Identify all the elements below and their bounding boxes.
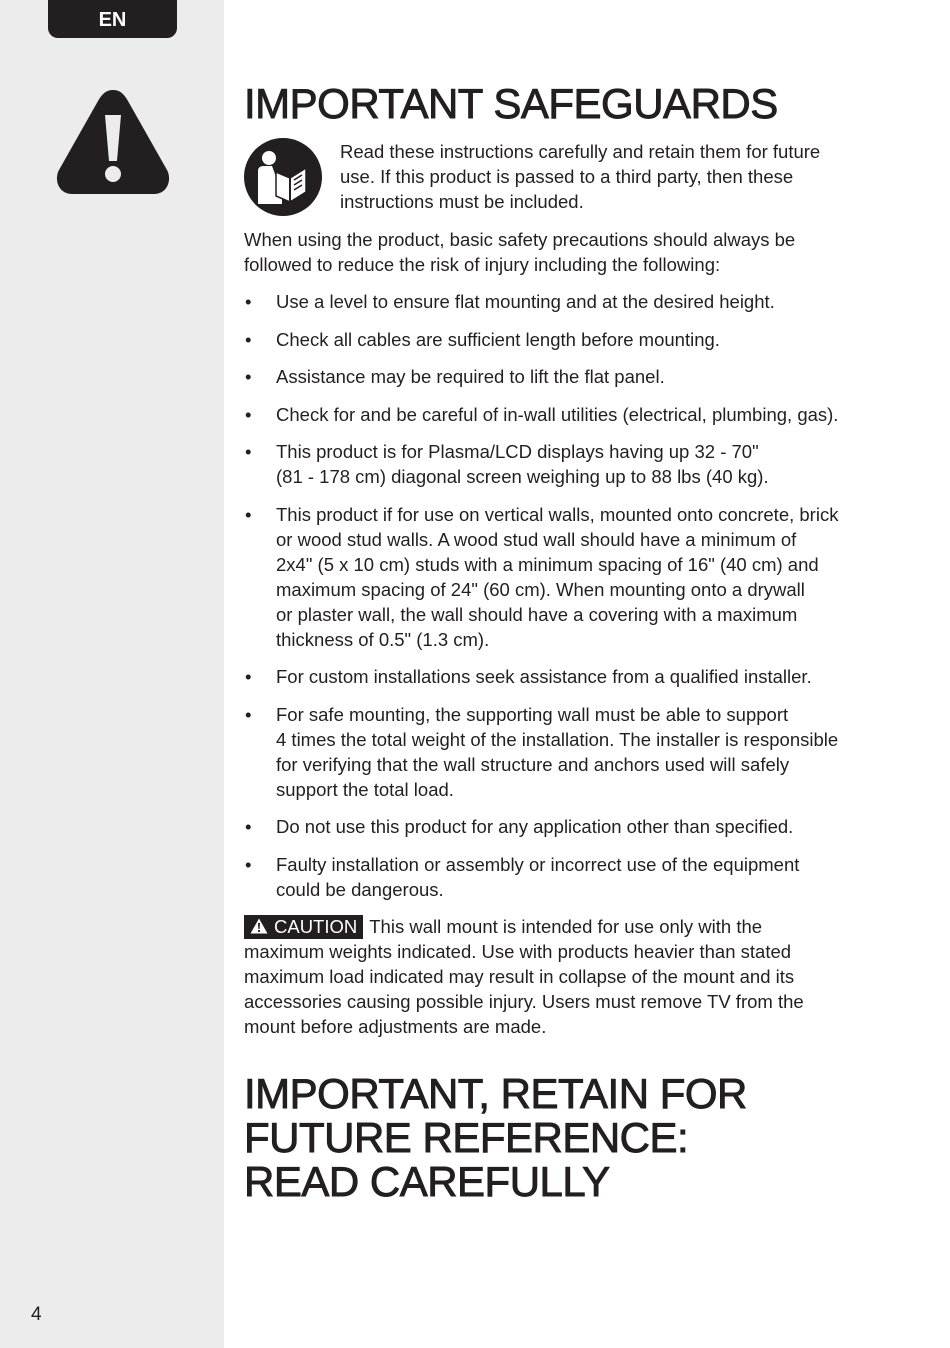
list-item-line: Check all cables are sufficient length before mounting. bbox=[276, 328, 720, 350]
lead-line: When using the product, basic safety precautions should always be bbox=[244, 229, 796, 250]
page-title: IMPORTANT SAFEGUARDS bbox=[244, 80, 778, 127]
list-item-line: This product is for Plasma/LCD displays having up 32 - 70" bbox=[276, 441, 759, 462]
list-item-line: or plaster wall, the wall should have a covering with a maximum bbox=[276, 603, 798, 625]
list-item-line: or wood stud walls. A wood stud wall should have a minimum of bbox=[276, 528, 797, 550]
read-manual-icon bbox=[244, 138, 322, 216]
list-item-line: Use a level to ensure flat mounting and at the desired height. bbox=[276, 291, 775, 312]
list-item-line: 4 times the total weight of the installation. The installer is responsible bbox=[276, 728, 839, 750]
retain-heading-line: READ CAREFULLY bbox=[244, 1158, 610, 1205]
list-item bbox=[244, 402, 894, 427]
list-item-line: Check for and be careful of in-wall utilities (electrical, plumbing, gas). bbox=[276, 403, 839, 425]
list-item-line: 2x4" (5 x 10 cm) studs with a minimum spacing of 16" (40 cm) and bbox=[276, 553, 819, 575]
list-item-line: Assistance may be required to lift the flat panel. bbox=[276, 366, 665, 387]
retain-heading-line: IMPORTANT, RETAIN FOR bbox=[244, 1070, 747, 1117]
caution-line: maximum weights indicated. Use with products heavier than stated bbox=[244, 941, 792, 962]
list-item bbox=[244, 852, 894, 902]
list-item-line: For safe mounting, the supporting wall must be able to support bbox=[276, 703, 789, 725]
caution-label: CAUTION bbox=[274, 916, 358, 937]
list-item-line: for verifying that the wall structure and anchors used will safely bbox=[276, 753, 790, 775]
list-item bbox=[244, 502, 894, 652]
list-item-line: (81 - 178 cm) diagonal screen weighing up to 88 lbs (40 kg). bbox=[276, 466, 769, 487]
sidebar bbox=[0, 0, 224, 1348]
caution-paragraph bbox=[244, 914, 884, 1039]
list-item bbox=[244, 702, 894, 802]
caution-triangle-icon bbox=[250, 918, 268, 934]
list-item-line: Faulty installation or assembly or incorrect use of the equipment bbox=[276, 853, 800, 875]
caution-line: mount before adjustments are made. bbox=[244, 1016, 547, 1037]
intro-paragraph bbox=[340, 139, 880, 214]
list-item-line: could be dangerous. bbox=[276, 878, 444, 900]
caution-badge bbox=[244, 915, 363, 939]
list-item bbox=[244, 364, 894, 389]
intro-line: use. If this product is passed to a third party, then these bbox=[340, 166, 794, 187]
warning-triangle-icon bbox=[54, 88, 172, 196]
list-item bbox=[244, 327, 894, 352]
list-item-line: support the total load. bbox=[276, 778, 454, 800]
list-item bbox=[244, 289, 894, 314]
list-item-line: thickness of 0.5" (1.3 cm). bbox=[276, 628, 490, 650]
intro-line: Read these instructions carefully and retain them for future bbox=[340, 141, 821, 162]
retain-heading bbox=[244, 1072, 747, 1204]
caution-line: maximum load indicated may result in collapse of the mount and its bbox=[244, 966, 795, 987]
safety-precautions-list bbox=[244, 289, 894, 914]
lead-paragraph bbox=[244, 227, 884, 277]
lead-line: followed to reduce the risk of injury including the following: bbox=[244, 254, 721, 275]
list-item bbox=[244, 814, 894, 839]
list-item-line: maximum spacing of 24" (60 cm). When mounting onto a drywall bbox=[276, 578, 805, 600]
list-item-line: This product if for use on vertical walls, mounted onto concrete, brick bbox=[276, 503, 839, 525]
caution-line: This wall mount is intended for use only with the bbox=[369, 916, 763, 937]
page-number: 4 bbox=[31, 1304, 42, 1325]
list-item-line: For custom installations seek assistance from a qualified installer. bbox=[276, 666, 812, 687]
caution-line: accessories causing possible injury. Users must remove TV from the bbox=[244, 991, 804, 1012]
list-item-line: Do not use this product for any application other than specified. bbox=[276, 816, 794, 837]
list-item bbox=[244, 664, 894, 689]
retain-heading-line: FUTURE REFERENCE: bbox=[244, 1114, 689, 1161]
intro-line: instructions must be included. bbox=[340, 191, 584, 212]
list-item bbox=[244, 439, 894, 489]
language-tab[interactable]: EN bbox=[48, 0, 177, 38]
